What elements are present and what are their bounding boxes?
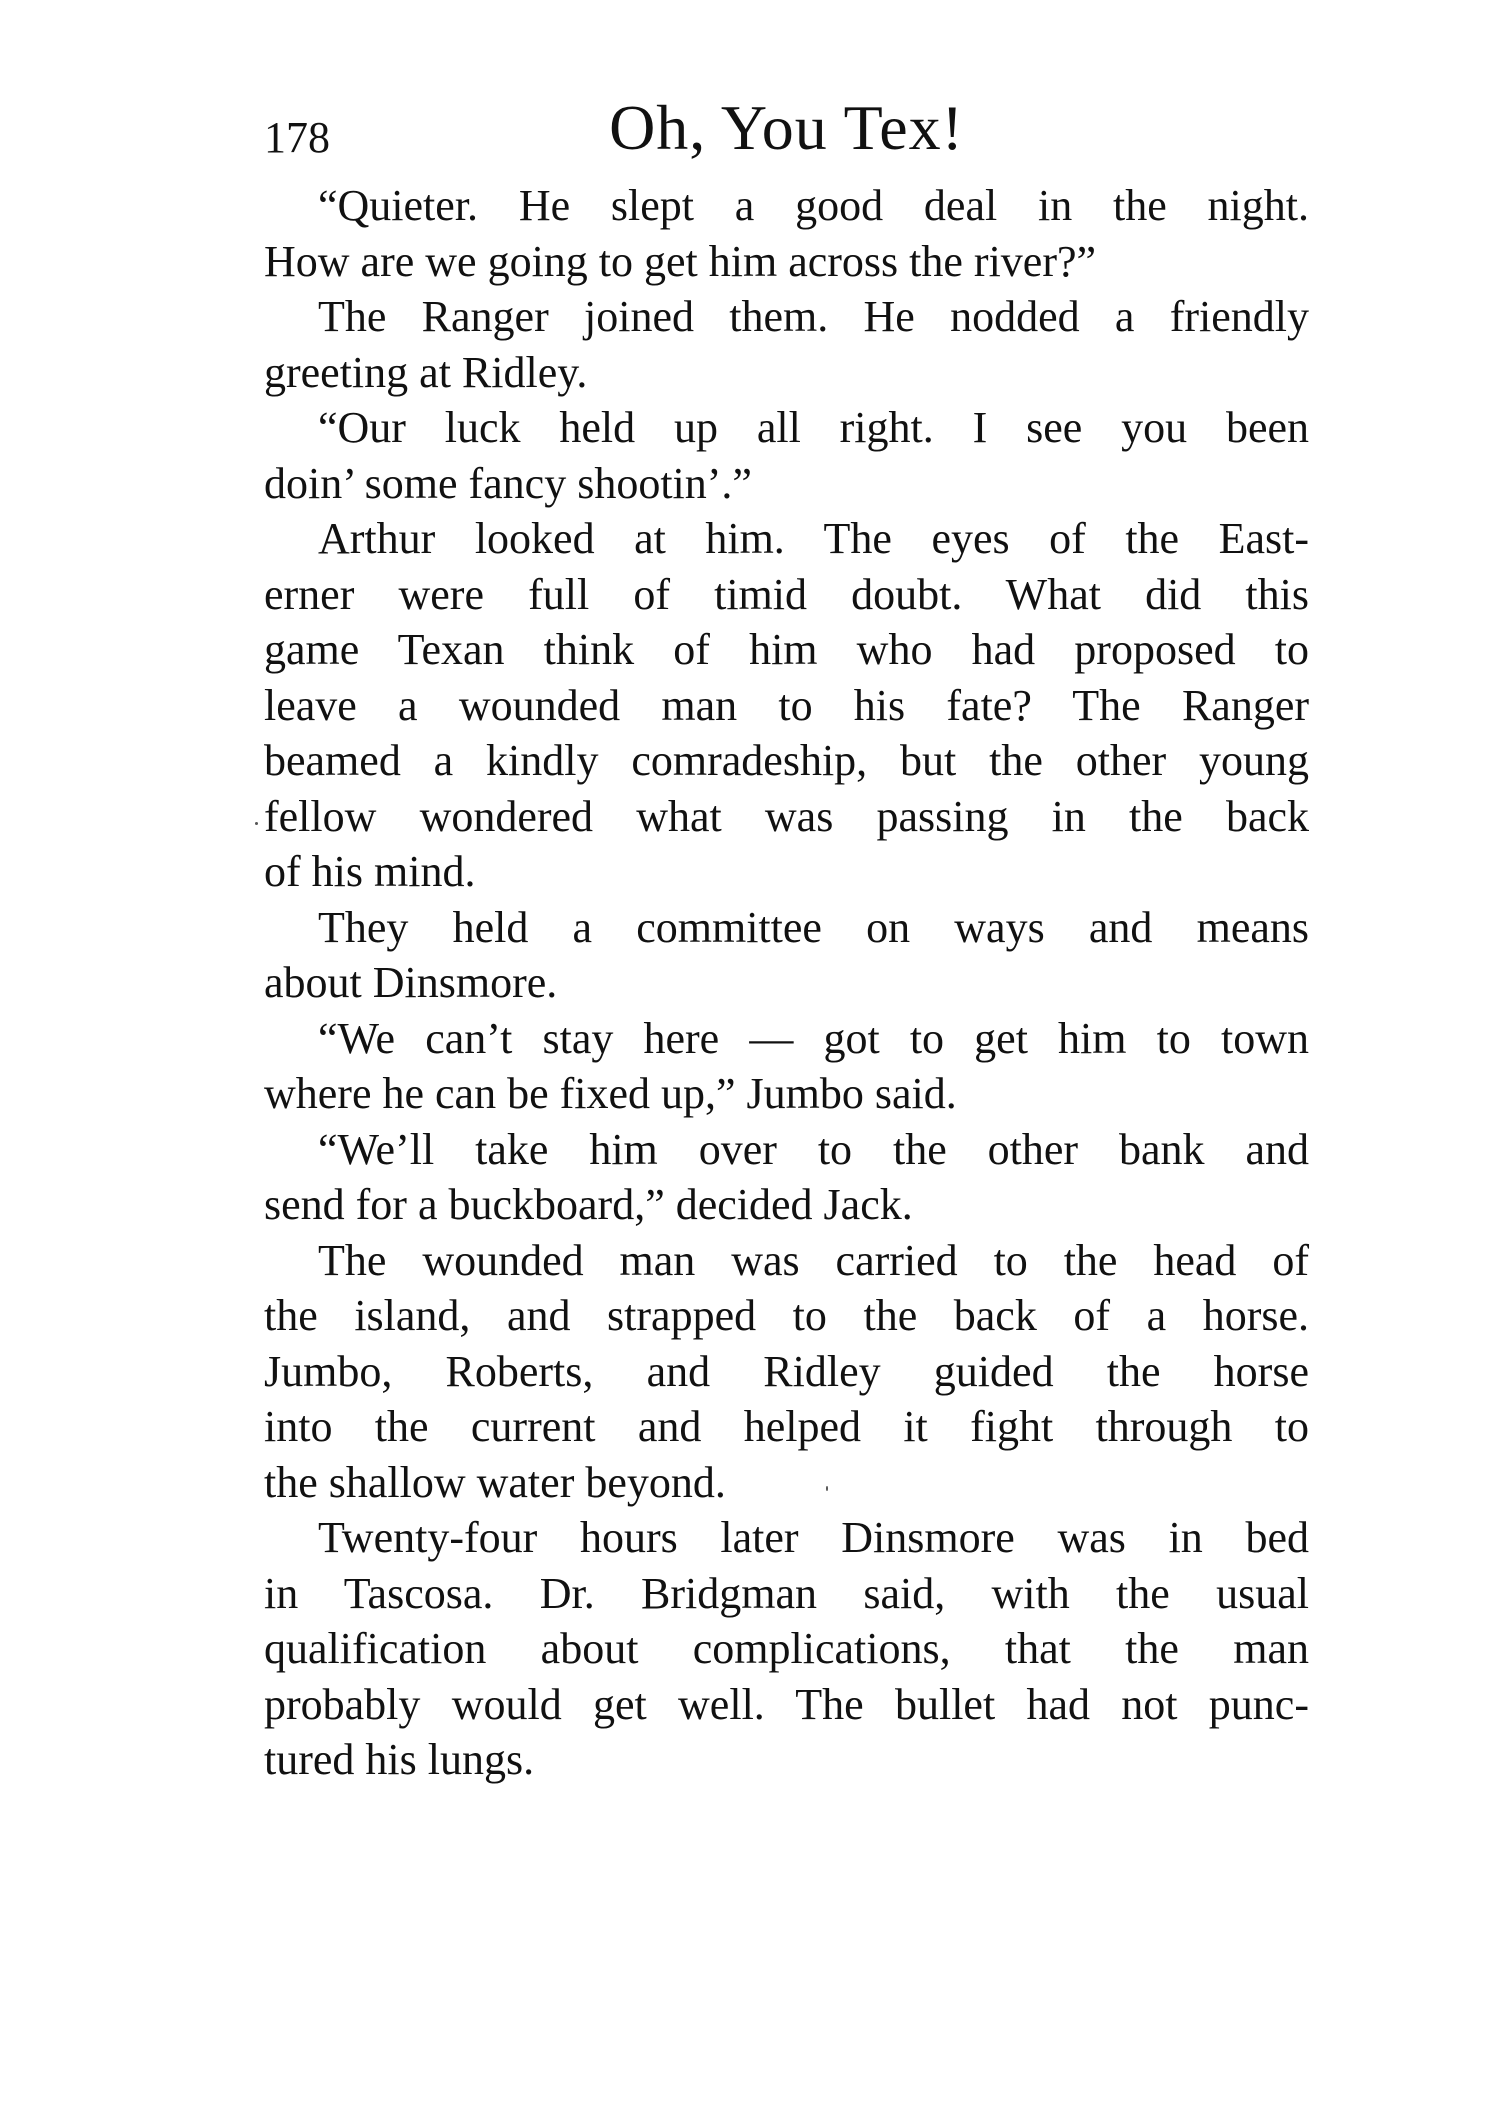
text-line: tured his lungs. bbox=[264, 1735, 535, 1784]
paragraph bbox=[264, 1510, 1309, 1788]
running-head bbox=[264, 92, 1309, 176]
text-line: How are we going to get him across the river?” bbox=[264, 236, 1097, 286]
text-line: “Our luck held up all right. I see you been bbox=[318, 403, 1309, 452]
text-line: game Texan think of him who had proposed to bbox=[264, 625, 1309, 674]
text-line: fellow wondered what was passing in the back bbox=[264, 791, 1309, 841]
text-line: The Ranger joined them. He nodded a friendly bbox=[318, 292, 1309, 341]
text-line: They held a committee on ways and means bbox=[318, 902, 1309, 952]
text-line: “Quieter. He slept a good deal in the night. bbox=[318, 181, 1309, 230]
text-line: leave a wounded man to his fate? The Ranger bbox=[264, 680, 1309, 730]
paragraph bbox=[264, 1233, 1309, 1511]
paragraph bbox=[264, 511, 1309, 900]
text-line: in Tascosa. Dr. Bridgman said, with the usual bbox=[264, 1568, 1309, 1618]
paragraph bbox=[264, 289, 1309, 400]
paragraph bbox=[264, 900, 1309, 1011]
body-text bbox=[264, 178, 1309, 1788]
scan-speck bbox=[255, 822, 258, 825]
text-line: The wounded man was carried to the head of bbox=[318, 1235, 1309, 1285]
text-line: “We’ll take him over to the other bank and bbox=[318, 1124, 1309, 1174]
text-line: beamed a kindly comradeship, but the other young bbox=[264, 736, 1309, 785]
text-line: erner were full of timid doubt. What did this bbox=[264, 569, 1309, 619]
text-line: qualification about complications, that the man bbox=[264, 1624, 1309, 1673]
text-line: Jumbo, Roberts, and Ridley guided the horse bbox=[264, 1346, 1309, 1396]
text-line: greeting at Ridley. bbox=[264, 347, 588, 397]
page-number: 178 bbox=[264, 113, 330, 162]
running-title: Oh, You Tex! bbox=[609, 92, 964, 163]
text-line: doin’ some fancy shootin’.” bbox=[264, 458, 752, 508]
text-line: Arthur looked at him. The eyes of the East- bbox=[318, 514, 1309, 563]
text-line: probably would get well. The bullet had not punc- bbox=[264, 1679, 1309, 1729]
text-line: about Dinsmore. bbox=[264, 958, 558, 1007]
paragraph bbox=[264, 1011, 1309, 1122]
scan-speck bbox=[826, 1486, 828, 1491]
text-line: send for a buckboard,” decided Jack. bbox=[264, 1180, 913, 1229]
paragraph bbox=[264, 178, 1309, 289]
text-line: the shallow water beyond. bbox=[264, 1457, 726, 1507]
text-line: of his mind. bbox=[264, 847, 476, 896]
text-line: where he can be fixed up,” Jumbo said. bbox=[264, 1069, 957, 1118]
text-line: Twenty-four hours later Dinsmore was in bed bbox=[318, 1513, 1309, 1562]
text-line: into the current and helped it fight through to bbox=[264, 1402, 1309, 1451]
paragraph bbox=[264, 1122, 1309, 1233]
text-line: “We can’t stay here — got to get him to town bbox=[318, 1013, 1309, 1063]
paragraph bbox=[264, 400, 1309, 511]
text-line: the island, and strapped to the back of a horse. bbox=[264, 1291, 1309, 1340]
